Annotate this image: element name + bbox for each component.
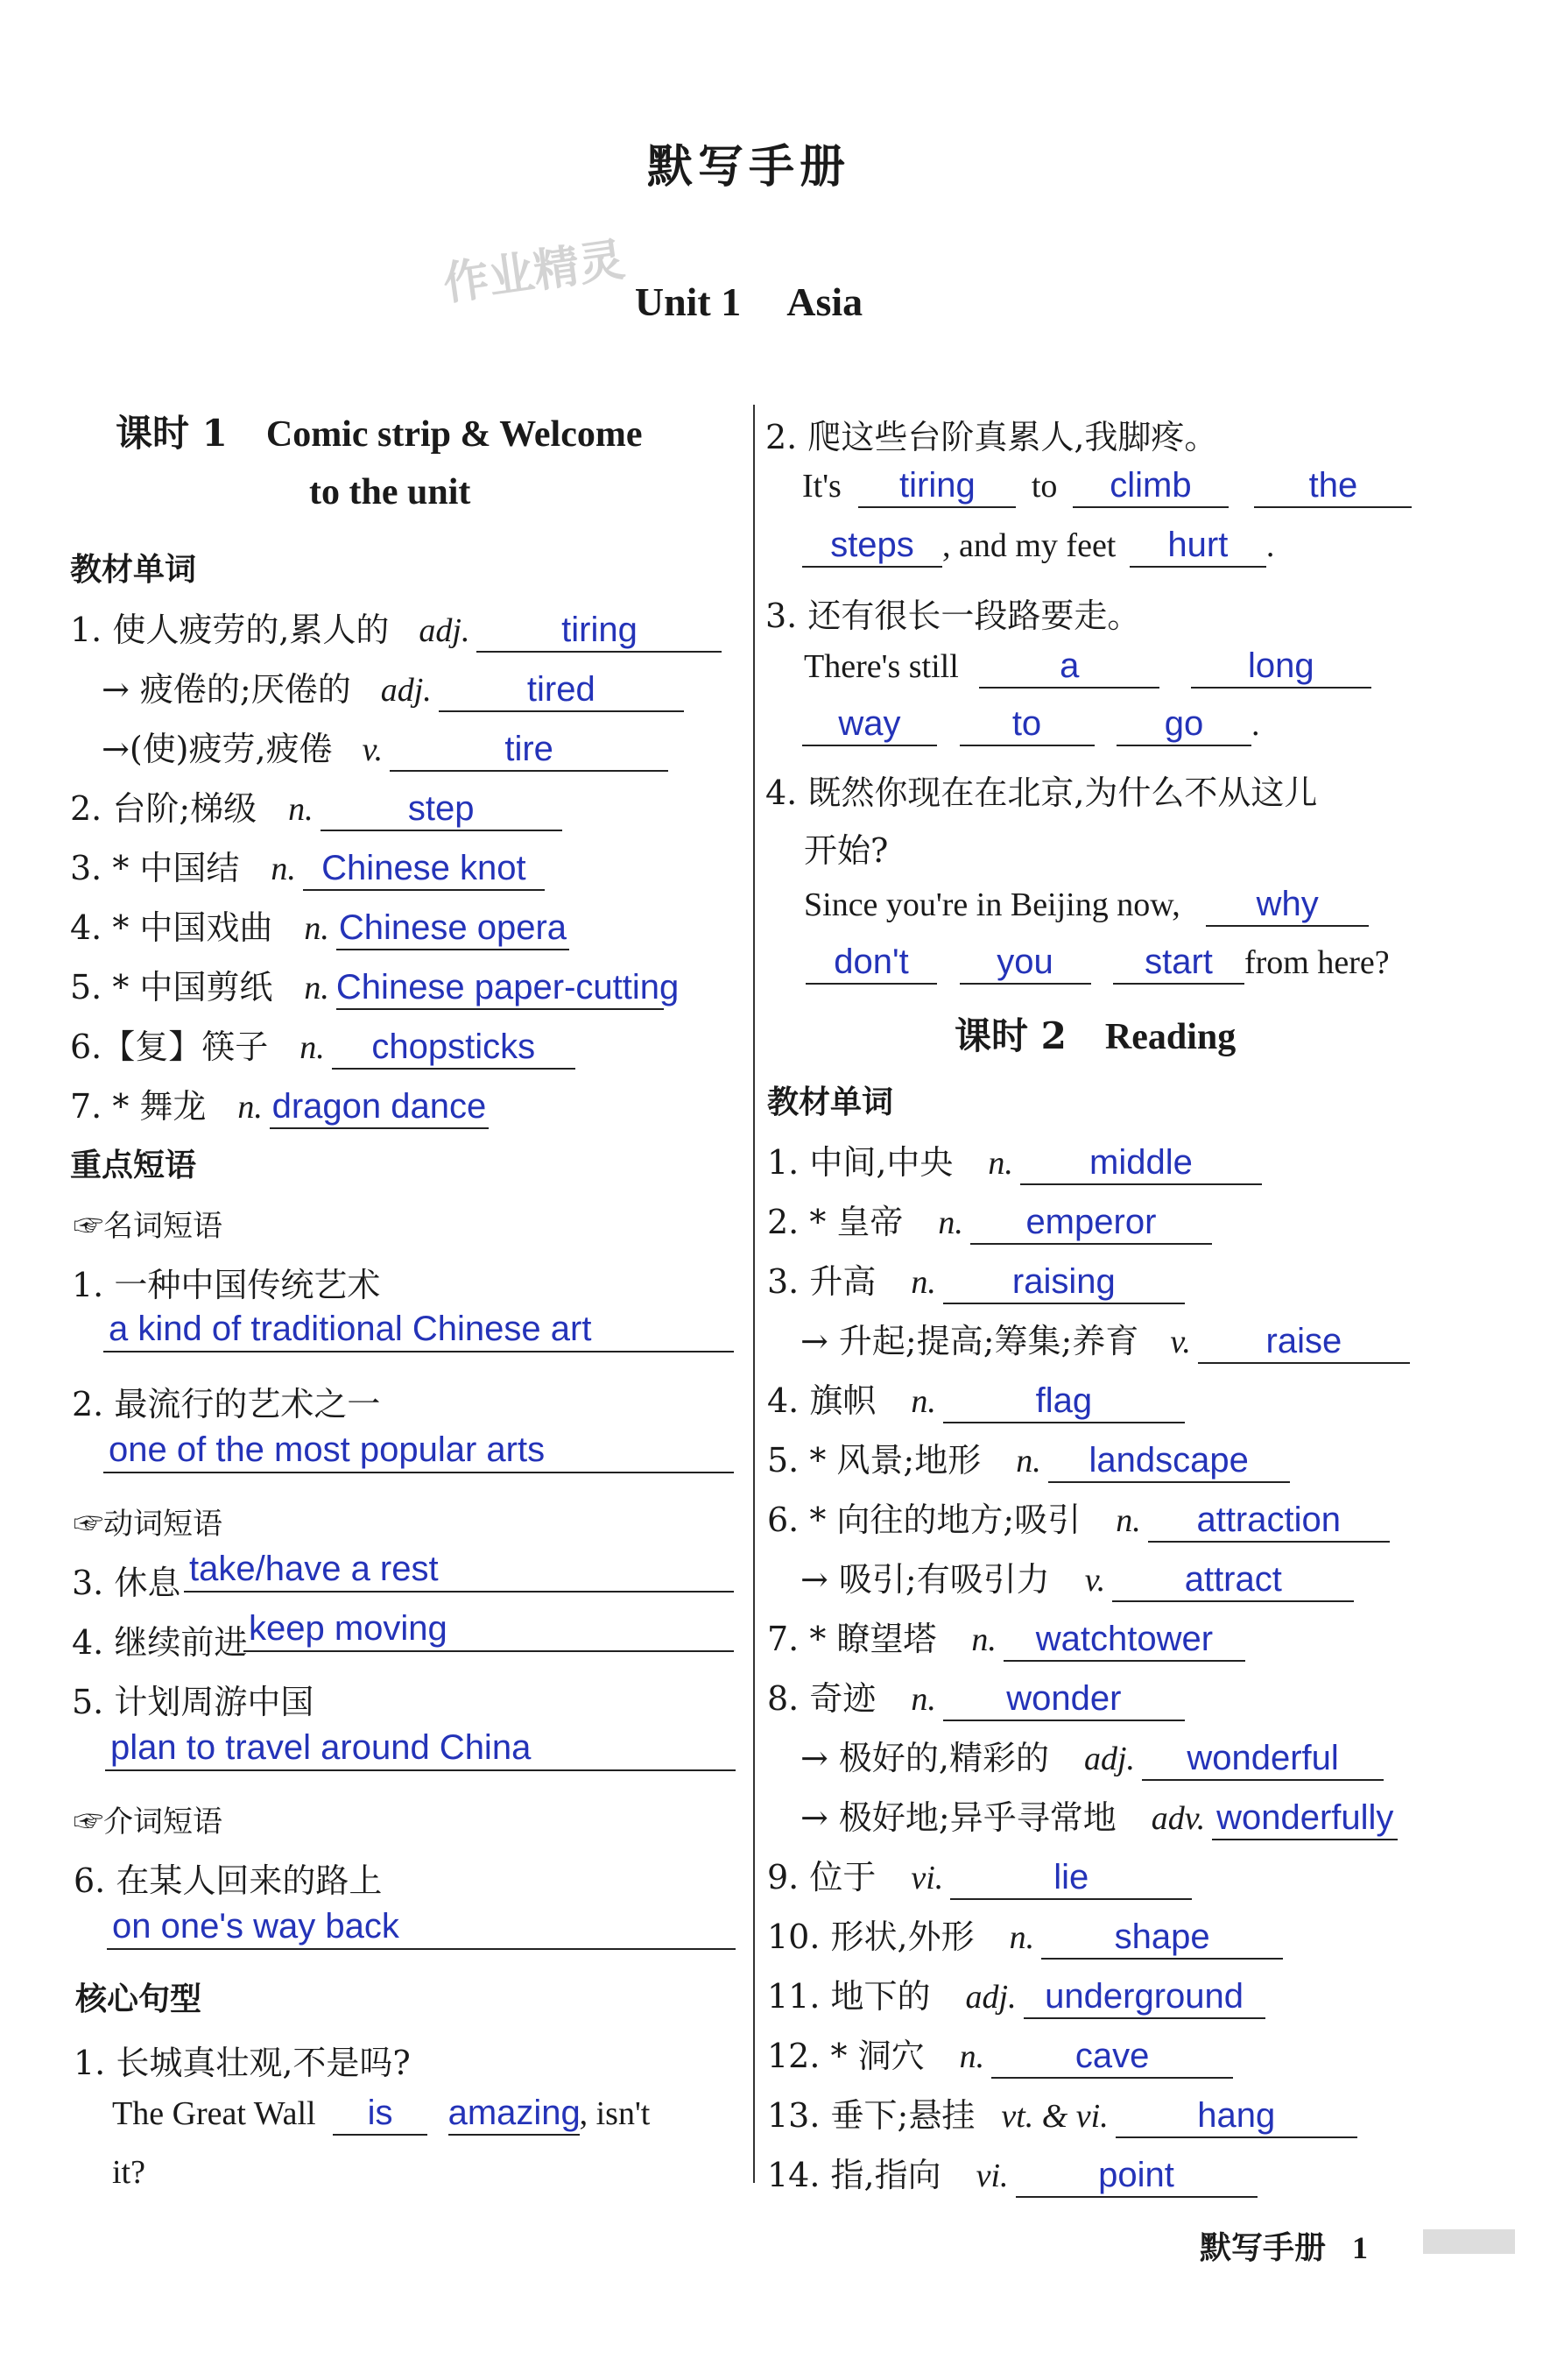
part-of-speech: vt. & vi. bbox=[1001, 2098, 1109, 2135]
vocab-row bbox=[767, 1195, 1212, 1245]
vocab-answer: raise bbox=[1198, 1320, 1410, 1364]
footer: 默写手册 1 bbox=[1200, 2229, 1369, 2266]
vocab-row bbox=[767, 1374, 1185, 1423]
vocab-answer: hang bbox=[1116, 2094, 1357, 2138]
sentence3-line1: There's still a long bbox=[804, 645, 1371, 689]
lesson1-heading-line2: to the unit bbox=[309, 472, 471, 512]
phrase-prompt: 2. 最流行的艺术之一 bbox=[72, 1385, 381, 1423]
vocab-prompt: 10. 形状,外形 bbox=[767, 1917, 975, 1956]
section-vocab-2: 教材单词 bbox=[767, 1084, 894, 1120]
sentence3-prompt: 3. 还有很长一段路要走。 bbox=[765, 597, 1141, 635]
watermark: 作业精灵 bbox=[440, 233, 628, 312]
vocab-prompt: 8. 奇迹 bbox=[767, 1679, 877, 1718]
part-of-speech: n. bbox=[304, 910, 329, 947]
vocab-prompt: 2. * 皇帝 bbox=[767, 1203, 904, 1241]
vocab-prompt: 1. 中间,中央 bbox=[767, 1143, 954, 1182]
phrase-prompt: 1. 一种中国传统艺术 bbox=[72, 1266, 381, 1304]
vocab-answer: step bbox=[321, 787, 562, 831]
vocab-prompt: 14. 指,指向 bbox=[767, 2156, 941, 2194]
section-phrases: 重点短语 bbox=[70, 1147, 197, 1183]
phrase-prompt: 5. 计划周游中国 bbox=[72, 1683, 314, 1721]
sentence4-line1: Since you're in Beijing now, why bbox=[804, 883, 1369, 927]
vocab-prompt: 3. * 中国结 bbox=[70, 849, 240, 887]
vocab-prompt: 2. 台阶;梯级 bbox=[70, 789, 257, 828]
part-of-speech: v. bbox=[1170, 1324, 1191, 1360]
vocab-answer: lie bbox=[950, 1856, 1192, 1900]
vocab-prompt: → 极好的,精彩的 bbox=[800, 1739, 1049, 1777]
vocab-answer: point bbox=[1016, 2154, 1258, 2198]
vocab-answer: attraction bbox=[1148, 1499, 1390, 1543]
vocab-row bbox=[767, 1850, 1192, 1900]
sentence4-line2: don't you start from here? bbox=[806, 941, 1390, 985]
part-of-speech: n. bbox=[988, 1145, 1013, 1182]
part-of-speech: n. bbox=[911, 1383, 936, 1420]
vocab-row bbox=[70, 1020, 575, 1070]
vocab-answer: raising bbox=[943, 1261, 1185, 1304]
part-of-speech: vi. bbox=[911, 1860, 944, 1896]
part-of-speech: adj. bbox=[419, 612, 470, 649]
sentence1-prompt: 1. 长城真壮观,不是吗? bbox=[74, 2044, 411, 2082]
vocab-prompt: → 升起;提高;筹集;养育 bbox=[800, 1322, 1139, 1360]
vocab-row bbox=[767, 2029, 1233, 2079]
vocab-prompt: → 极好地;异乎寻常地 bbox=[800, 1798, 1117, 1837]
subsection-verb: ☞动词短语 bbox=[74, 1507, 222, 1542]
part-of-speech: n. bbox=[1009, 1919, 1035, 1956]
vocab-prompt: →(使)疲劳,疲倦 bbox=[102, 730, 333, 768]
vocab-answer: tire bbox=[390, 728, 668, 772]
phrase-answer: one of the most popular arts bbox=[103, 1428, 734, 1473]
sentence2-line1: It's tiring to climb the bbox=[802, 464, 1412, 508]
vocab-answer: dragon dance bbox=[270, 1085, 489, 1129]
vocab-answer: attract bbox=[1112, 1558, 1354, 1602]
vocab-answer: flag bbox=[943, 1380, 1185, 1423]
sentence2-prompt: 2. 爬这些台阶真累人,我脚疼。 bbox=[765, 418, 1218, 456]
vocab-row bbox=[70, 603, 722, 653]
column-divider bbox=[753, 405, 755, 2183]
part-of-speech: n. bbox=[971, 1621, 997, 1658]
section-sentences: 核心句型 bbox=[75, 1981, 202, 2017]
part-of-speech: n. bbox=[938, 1204, 963, 1241]
vocab-answer: cave bbox=[991, 2035, 1233, 2079]
vocab-answer: wonderfully bbox=[1212, 1797, 1398, 1840]
phrase-answer: on one's way back bbox=[107, 1904, 736, 1950]
subsection-prep: ☞介词短语 bbox=[74, 1804, 222, 1840]
vocab-row bbox=[767, 1612, 1245, 1662]
sentence4-prompt2: 开始? bbox=[804, 831, 889, 870]
vocab-answer: Chinese opera bbox=[336, 907, 569, 950]
vocab-row bbox=[800, 1790, 1398, 1840]
unit-title: Unit 1 Asia bbox=[634, 279, 863, 324]
vocab-answer: wonderful bbox=[1142, 1737, 1384, 1781]
vocab-answer: tired bbox=[439, 668, 684, 712]
vocab-answer: tiring bbox=[476, 609, 722, 653]
vocab-row bbox=[767, 1671, 1185, 1721]
vocab-answer: watchtower bbox=[1004, 1618, 1245, 1662]
part-of-speech: vi. bbox=[976, 2158, 1009, 2194]
vocab-row bbox=[102, 722, 668, 772]
vocab-prompt: 1. 使人疲劳的,累人的 bbox=[70, 611, 390, 649]
vocab-answer: chopsticks bbox=[332, 1026, 575, 1070]
part-of-speech: n. bbox=[299, 1029, 325, 1066]
vocab-prompt: 5. * 风景;地形 bbox=[767, 1441, 982, 1480]
vocab-prompt: → 疲倦的;厌倦的 bbox=[102, 670, 351, 709]
vocab-row bbox=[800, 1552, 1354, 1602]
vocab-row bbox=[800, 1731, 1384, 1781]
vocab-row bbox=[767, 1254, 1185, 1304]
vocab-answer: wonder bbox=[943, 1677, 1185, 1721]
sentence3-line2: way to go . bbox=[802, 703, 1260, 746]
phrase-prompt: 6. 在某人回来的路上 bbox=[74, 1861, 383, 1900]
sentence2-line2: steps , and my feet hurt . bbox=[802, 524, 1274, 568]
vocab-prompt: 7. * 舞龙 bbox=[70, 1087, 207, 1126]
vocab-answer: emperor bbox=[970, 1201, 1212, 1245]
part-of-speech: n. bbox=[911, 1681, 936, 1718]
part-of-speech: adj. bbox=[965, 1979, 1017, 2016]
vocab-prompt: 6. * 向往的地方;吸引 bbox=[767, 1501, 1082, 1539]
vocab-row bbox=[767, 2148, 1258, 2198]
sentence1-line: The Great Wall is amazing, isn't bbox=[112, 2092, 650, 2136]
vocab-prompt: 7. * 瞭望塔 bbox=[767, 1620, 937, 1658]
vocab-row bbox=[767, 1433, 1290, 1483]
part-of-speech: adj. bbox=[1084, 1741, 1136, 1777]
vocab-prompt: 3. 升高 bbox=[767, 1262, 877, 1301]
vocab-prompt: 12. * 洞穴 bbox=[767, 2037, 925, 2075]
vocab-row bbox=[70, 900, 569, 950]
part-of-speech: n. bbox=[1016, 1443, 1041, 1480]
vocab-answer: Chinese paper-cutting bbox=[336, 966, 664, 1010]
page-title: 默写手册 bbox=[646, 140, 850, 194]
vocab-answer: shape bbox=[1041, 1916, 1283, 1960]
part-of-speech: n. bbox=[911, 1264, 936, 1301]
phrase-answer: take/have a rest bbox=[184, 1547, 734, 1593]
vocab-row bbox=[70, 841, 545, 891]
phrase-row: 4. 继续前进 bbox=[72, 1623, 248, 1662]
vocab-answer: landscape bbox=[1048, 1439, 1290, 1483]
vocab-prompt: 4. * 中国戏曲 bbox=[70, 908, 273, 947]
vocab-prompt: 6.【复】筷子 bbox=[70, 1028, 269, 1066]
vocab-prompt: 4. 旗帜 bbox=[767, 1381, 877, 1420]
part-of-speech: adj. bbox=[380, 672, 432, 709]
vocab-row bbox=[70, 960, 680, 1010]
part-of-speech: n. bbox=[959, 2038, 985, 2075]
vocab-prompt: → 吸引;有吸引力 bbox=[800, 1560, 1050, 1599]
part-of-speech: n. bbox=[288, 791, 314, 828]
phrase-row: 3. 休息 bbox=[72, 1564, 181, 1602]
vocab-row bbox=[102, 662, 684, 712]
vocab-answer: Chinese knot bbox=[303, 847, 545, 891]
vocab-prompt: 5. * 中国剪纸 bbox=[70, 968, 273, 1006]
part-of-speech: n. bbox=[1116, 1502, 1141, 1539]
vocab-prompt: 11. 地下的 bbox=[767, 1977, 931, 2016]
vocab-prompt: 9. 位于 bbox=[767, 1858, 877, 1896]
vocab-prompt: 13. 垂下;悬挂 bbox=[767, 2096, 976, 2135]
lesson2-heading: 课时 2 Reading bbox=[955, 1014, 1237, 1057]
lesson1-heading: 课时 1 Comic strip & Welcome bbox=[116, 412, 643, 455]
section-vocab: 教材单词 bbox=[70, 551, 197, 588]
part-of-speech: n. bbox=[304, 970, 329, 1006]
part-of-speech: v. bbox=[362, 731, 384, 768]
part-of-speech: n. bbox=[237, 1089, 263, 1126]
vocab-row bbox=[70, 1079, 489, 1129]
phrase-answer: keep moving bbox=[243, 1607, 734, 1652]
phrase-answer: plan to travel around China bbox=[105, 1726, 736, 1771]
sentence1-tail: it? bbox=[112, 2154, 145, 2191]
vocab-row bbox=[767, 1135, 1262, 1185]
vocab-row bbox=[767, 1493, 1390, 1543]
phrase-answer: a kind of traditional Chinese art bbox=[103, 1307, 734, 1352]
sentence4-prompt: 4. 既然你现在在北京,为什么不从这儿 bbox=[765, 773, 1318, 812]
vocab-row bbox=[767, 2088, 1357, 2138]
vocab-answer: underground bbox=[1024, 1975, 1265, 2019]
vocab-row bbox=[70, 781, 562, 831]
vocab-row bbox=[800, 1314, 1410, 1364]
footer-bar bbox=[1423, 2229, 1515, 2254]
part-of-speech: adv. bbox=[1151, 1800, 1206, 1837]
subsection-noun: ☞名词短语 bbox=[74, 1209, 222, 1244]
vocab-row bbox=[767, 1969, 1265, 2019]
vocab-row bbox=[767, 1910, 1283, 1960]
part-of-speech: n. bbox=[271, 851, 296, 887]
vocab-answer: middle bbox=[1020, 1141, 1262, 1185]
part-of-speech: v. bbox=[1084, 1562, 1106, 1599]
